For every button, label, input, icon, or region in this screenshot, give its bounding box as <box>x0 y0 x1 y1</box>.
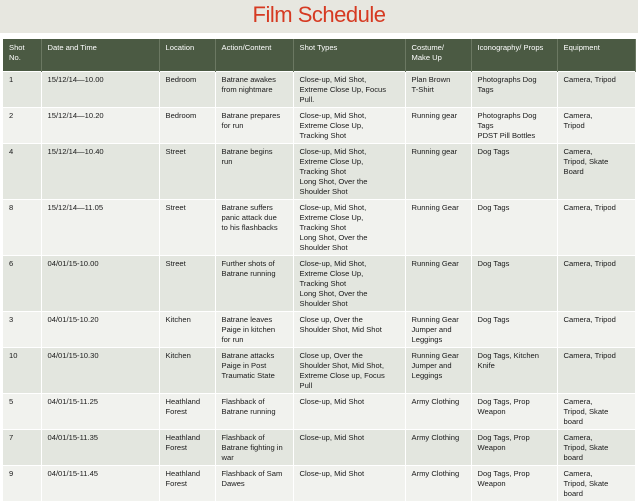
column-header-iconography-props: Iconography/ Props <box>471 39 557 72</box>
cell-text: Camera, Tripod, Skate board <box>564 469 609 498</box>
cell-text: Street <box>166 147 186 156</box>
cell-text: 9 <box>9 469 13 478</box>
cell-text: Close-up, Mid Shot, Extreme Close Up, Tracking Shot Long Shot, Over the Shoulder Shot <box>300 259 368 308</box>
cell-text: 04/01/15-10.30 <box>48 351 99 360</box>
date-time-cell <box>41 466 159 501</box>
action-content-cell <box>215 72 293 108</box>
equipment-cell <box>557 348 635 394</box>
costume-makeup-cell <box>405 108 471 144</box>
shot-types-cell <box>293 348 405 394</box>
cell-text: 8 <box>9 203 13 212</box>
cell-text: Camera, Tripod <box>564 315 616 324</box>
cell-text: Running gear <box>412 147 458 156</box>
cell-text: Running Gear Jumper and Leggings <box>412 315 459 344</box>
equipment-cell <box>557 72 635 108</box>
column-header-location: Location <box>159 39 215 72</box>
table-row <box>3 72 635 108</box>
cell-text: 5 <box>9 397 13 406</box>
shot-no-cell <box>3 430 41 466</box>
cell-text: 4 <box>9 147 13 156</box>
cell-text: Bedroom <box>166 75 197 84</box>
table-row <box>3 430 635 466</box>
iconography-props-cell <box>471 348 557 394</box>
costume-makeup-cell <box>405 430 471 466</box>
cell-text: 04/01/15-11.35 <box>48 433 99 442</box>
date-time-cell <box>41 430 159 466</box>
equipment-cell <box>557 256 635 312</box>
cell-text: Kitchen <box>166 351 191 360</box>
column-header-shot-types: Shot Types <box>293 39 405 72</box>
costume-makeup-cell <box>405 72 471 108</box>
table-row <box>3 312 635 348</box>
cell-text: Close-up, Mid Shot, Extreme Close Up, Tracking Shot Long Shot, Over the Shoulder Shot <box>300 147 368 196</box>
location-cell <box>159 256 215 312</box>
page-title: Film Schedule <box>0 2 638 28</box>
cell-text: Heathland Forest <box>166 469 201 488</box>
location-cell <box>159 72 215 108</box>
iconography-props-cell <box>471 312 557 348</box>
column-header-costume-makeup: Costume/ Make Up <box>405 39 471 72</box>
table-row <box>3 466 635 501</box>
cell-text: Camera, Tripod, Skate board <box>564 433 609 462</box>
cell-text: Bedroom <box>166 111 197 120</box>
location-cell <box>159 200 215 256</box>
cell-text: Camera, Tripod <box>564 75 616 84</box>
costume-makeup-cell <box>405 312 471 348</box>
cell-text: Batrane prepares for run <box>222 111 281 130</box>
cell-text: Batrane attacks Paige in Post Traumatic State <box>222 351 275 380</box>
action-content-cell <box>215 256 293 312</box>
cell-text: 15/12/14—11.05 <box>48 203 104 212</box>
cell-text: Batrane leaves Paige in kitchen for run <box>222 315 276 344</box>
cell-text: Running Gear <box>412 259 459 268</box>
action-content-cell <box>215 348 293 394</box>
cell-text: Kitchen <box>166 315 191 324</box>
cell-text: Close up, Over the Shoulder Shot, Mid Shot, Extreme Close up, Focus Pull <box>300 351 385 390</box>
cell-text: Army Clothing <box>412 433 460 442</box>
cell-text: 1 <box>9 75 13 84</box>
cell-text: Close-up, Mid Shot, Extreme Close Up, Tracking Shot <box>300 111 367 140</box>
shot-no-cell <box>3 72 41 108</box>
column-header-action-content: Action/Content <box>215 39 293 72</box>
cell-text: Dog Tags <box>478 315 510 324</box>
cell-text: 04/01/15-10.20 <box>48 315 99 324</box>
table-row <box>3 256 635 312</box>
cell-text: Running gear <box>412 111 458 120</box>
iconography-props-cell <box>471 72 557 108</box>
action-content-cell <box>215 466 293 501</box>
cell-text: Plan Brown T-Shirt <box>412 75 451 94</box>
cell-text: 3 <box>9 315 13 324</box>
cell-text: Dog Tags, Prop Weapon <box>478 469 530 488</box>
cell-text: Dog Tags, Prop Weapon <box>478 397 530 416</box>
equipment-cell <box>557 200 635 256</box>
shot-types-cell <box>293 312 405 348</box>
cell-text: Batrane awakes from nightmare <box>222 75 276 94</box>
date-time-cell <box>41 348 159 394</box>
cell-text: Photographs Dog Tags <box>478 75 537 94</box>
date-time-cell <box>41 312 159 348</box>
cell-text: Camera, Tripod <box>564 203 616 212</box>
cell-text: Camera, Tripod, Skate board <box>564 397 609 426</box>
cell-text: Heathland Forest <box>166 433 201 452</box>
cell-text: 04/01/15-11.25 <box>48 397 99 406</box>
date-time-cell <box>41 108 159 144</box>
cell-text: Flashback of Batrane running <box>222 397 276 416</box>
cell-text: Further shots of Batrane running <box>222 259 276 278</box>
cell-text: Close-up, Mid Shot <box>300 397 365 406</box>
cell-text: Batrane begins run <box>222 147 273 166</box>
shot-types-cell <box>293 144 405 200</box>
shot-types-cell <box>293 394 405 430</box>
cell-text: Dog Tags <box>478 203 510 212</box>
cell-text: Army Clothing <box>412 397 460 406</box>
cell-text: Dog Tags <box>478 259 510 268</box>
table-row <box>3 144 635 200</box>
cell-text: Photographs Dog Tags PDST Pill Bottles <box>478 111 537 140</box>
cell-text: Camera, Tripod <box>564 259 616 268</box>
date-time-cell <box>41 256 159 312</box>
costume-makeup-cell <box>405 394 471 430</box>
cell-text: 6 <box>9 259 13 268</box>
cell-text: Army Clothing <box>412 469 460 478</box>
header-row <box>3 39 635 72</box>
table-row <box>3 108 635 144</box>
date-time-cell <box>41 394 159 430</box>
cell-text: Close up, Over the Shoulder Shot, Mid Shot <box>300 315 382 334</box>
film-schedule-table <box>3 39 636 501</box>
cell-text: Running Gear Jumper and Leggings <box>412 351 459 380</box>
cell-text: Dog Tags, Prop Weapon <box>478 433 530 452</box>
action-content-cell <box>215 312 293 348</box>
location-cell <box>159 430 215 466</box>
shot-no-cell <box>3 312 41 348</box>
shot-types-cell <box>293 72 405 108</box>
shot-no-cell <box>3 200 41 256</box>
cell-text: Camera, Tripod, Skate Board <box>564 147 609 176</box>
shot-no-cell <box>3 144 41 200</box>
cell-text: Close-up, Mid Shot, Extreme Close Up, Tracking Shot Long Shot, Over the Shoulder Shot <box>300 203 368 252</box>
iconography-props-cell <box>471 394 557 430</box>
cell-text: 04/01/15-11.45 <box>48 469 99 478</box>
action-content-cell <box>215 108 293 144</box>
equipment-cell <box>557 312 635 348</box>
shot-types-cell <box>293 430 405 466</box>
cell-text: Camera, Tripod <box>564 351 616 360</box>
location-cell <box>159 312 215 348</box>
date-time-cell <box>41 144 159 200</box>
iconography-props-cell <box>471 466 557 501</box>
costume-makeup-cell <box>405 200 471 256</box>
iconography-props-cell <box>471 108 557 144</box>
location-cell <box>159 144 215 200</box>
date-time-cell <box>41 200 159 256</box>
equipment-cell <box>557 144 635 200</box>
shot-types-cell <box>293 466 405 501</box>
iconography-props-cell <box>471 200 557 256</box>
cell-text: Batrane suffers panic attack due to his flashbacks <box>222 203 278 232</box>
cell-text: Close-up, Mid Shot, Extreme Close Up, Focus Pull. <box>300 75 387 104</box>
cell-text: 15/12/14—10.00 <box>48 75 104 84</box>
equipment-cell <box>557 394 635 430</box>
cell-text: Flashback of Sam Dawes <box>222 469 283 488</box>
cell-text: 15/12/14—10.20 <box>48 111 104 120</box>
cell-text: 04/01/15-10.00 <box>48 259 99 268</box>
cell-text: Dog Tags, Kitchen Knife <box>478 351 540 370</box>
cell-text: Close-up, Mid Shot <box>300 469 365 478</box>
cell-text: 15/12/14—10.40 <box>48 147 104 156</box>
costume-makeup-cell <box>405 348 471 394</box>
action-content-cell <box>215 144 293 200</box>
shot-types-cell <box>293 108 405 144</box>
location-cell <box>159 466 215 501</box>
action-content-cell <box>215 394 293 430</box>
equipment-cell <box>557 466 635 501</box>
cell-text: 10 <box>9 351 17 360</box>
column-header-shot-no: Shot No. <box>3 39 41 72</box>
cell-text: Street <box>166 259 186 268</box>
date-time-cell <box>41 72 159 108</box>
action-content-cell <box>215 200 293 256</box>
costume-makeup-cell <box>405 466 471 501</box>
column-header-date-time: Date and Time <box>41 39 159 72</box>
location-cell <box>159 348 215 394</box>
iconography-props-cell <box>471 256 557 312</box>
cell-text: Close-up, Mid Shot <box>300 433 365 442</box>
equipment-cell <box>557 430 635 466</box>
iconography-props-cell <box>471 430 557 466</box>
shot-no-cell <box>3 256 41 312</box>
action-content-cell <box>215 430 293 466</box>
table-row <box>3 348 635 394</box>
shot-no-cell <box>3 466 41 501</box>
equipment-cell <box>557 108 635 144</box>
cell-text: Dog Tags <box>478 147 510 156</box>
cell-text: Running Gear <box>412 203 459 212</box>
table-row <box>3 394 635 430</box>
costume-makeup-cell <box>405 144 471 200</box>
cell-text: Street <box>166 203 186 212</box>
location-cell <box>159 394 215 430</box>
costume-makeup-cell <box>405 256 471 312</box>
column-header-equipment: Equipment <box>557 39 635 72</box>
shot-no-cell <box>3 348 41 394</box>
shot-types-cell <box>293 256 405 312</box>
location-cell <box>159 108 215 144</box>
cell-text: Camera, Tripod <box>564 111 593 130</box>
cell-text: Flashback of Batrane fighting in war <box>222 433 283 462</box>
cell-text: 2 <box>9 111 13 120</box>
table-row <box>3 200 635 256</box>
shot-no-cell <box>3 394 41 430</box>
cell-text: Heathland Forest <box>166 397 201 416</box>
cell-text: 7 <box>9 433 13 442</box>
shot-no-cell <box>3 108 41 144</box>
iconography-props-cell <box>471 144 557 200</box>
shot-types-cell <box>293 200 405 256</box>
